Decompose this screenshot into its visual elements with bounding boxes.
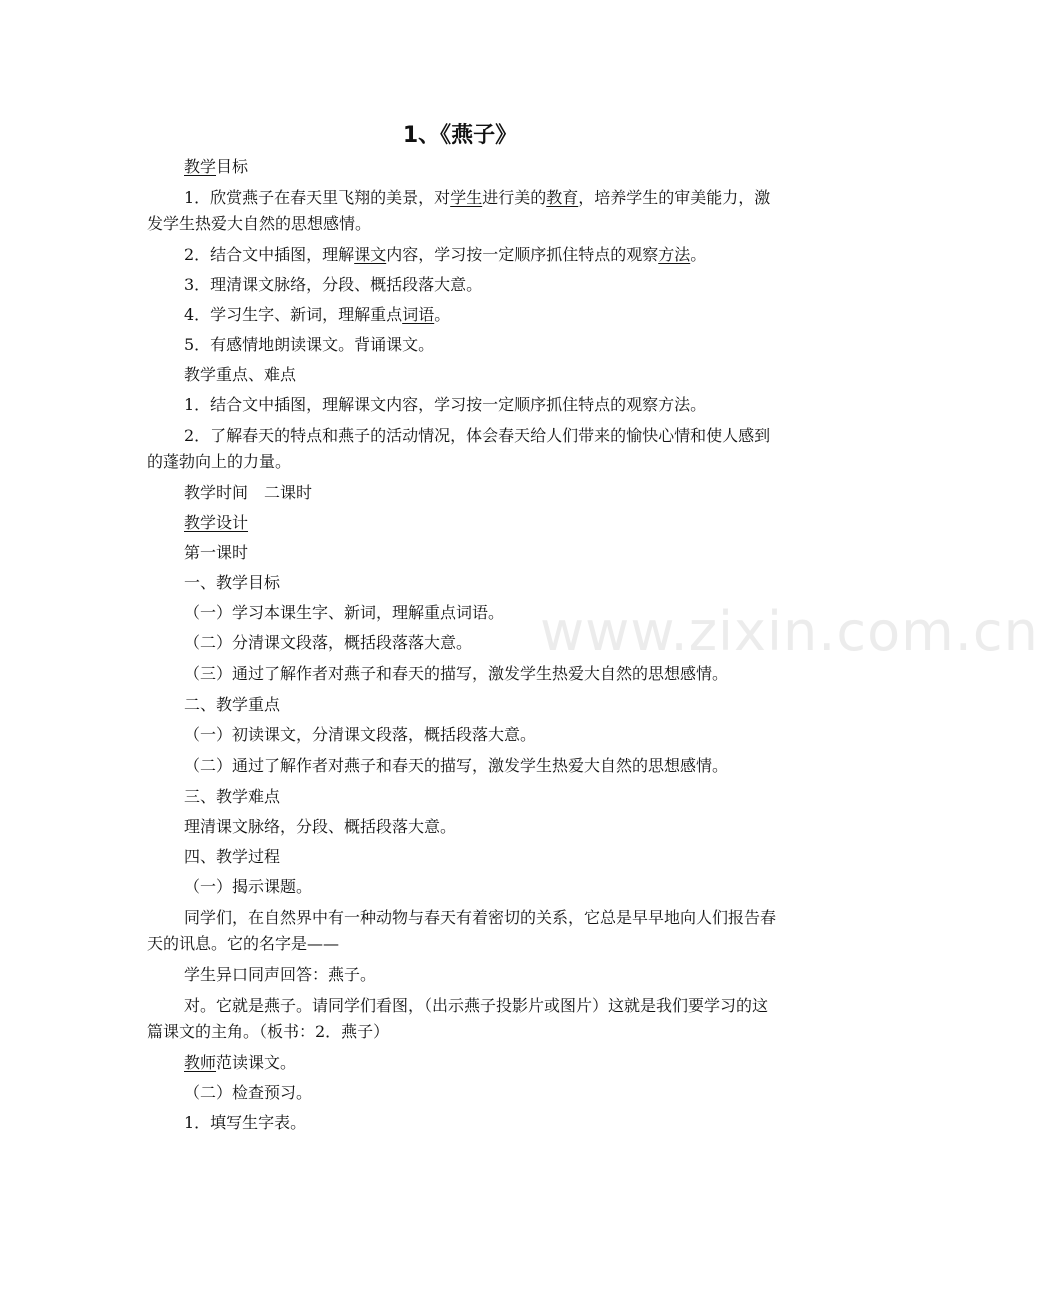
goal-4: 4．学习生字、新词，理解重点词语。	[184, 305, 451, 324]
teaching-time: 教学时间 二课时	[184, 483, 313, 502]
section-key-points: 二、教学重点	[184, 695, 281, 714]
underlined-term: 课文	[354, 245, 387, 264]
heading-teaching-design: 教学设计	[184, 513, 249, 532]
goal-2: 2．结合文中插图，理解课文内容，学习按一定顺序抓住特点的观察方法。	[184, 245, 707, 264]
watermark: www.zixin.com.cn	[540, 600, 1039, 663]
section-goal-b: （二）分清课文段落，概括段落落大意。	[184, 633, 473, 652]
process-step-2: （二）检查预习。	[184, 1083, 313, 1102]
section-key-a: （一）初读课文，分清课文段落，概括段落大意。	[184, 725, 537, 744]
section-goal-c: （三）通过了解作者对燕子和春天的描写，激发学生热爱大自然的思想感情。	[184, 664, 729, 683]
goal-5: 5．有感情地朗读课文。背诵课文。	[184, 335, 435, 354]
process-text-5: 1．填写生字表。	[184, 1113, 307, 1132]
section-process: 四、教学过程	[184, 847, 281, 866]
underlined-term: 教学	[184, 157, 217, 176]
process-text-4: 教师范读课文。	[184, 1053, 297, 1072]
difficulty-text: 理清课文脉络，分段、概括段落大意。	[184, 817, 457, 836]
underlined-term: 教师	[184, 1053, 217, 1072]
first-lesson: 第一课时	[184, 543, 249, 562]
process-step-1: （一）揭示课题。	[184, 877, 313, 896]
document-body	[147, 152, 777, 1138]
process-text-1: 同学们，在自然界中有一种动物与春天有着密切的关系，它总是早早地向人们报告春天的讯息。它的名字是——	[147, 908, 777, 953]
section-goal-a: （一）学习本课生字、新词，理解重点词语。	[184, 603, 505, 622]
heading-teaching-goals: 教学目标	[184, 157, 249, 176]
goal-1: 1．欣赏燕子在春天里飞翔的美景，对学生进行美的教育，培养学生的审美能力，激发学生热爱大自然的思想感情。	[147, 188, 771, 233]
goal-3: 3．理清课文脉络，分段、概括段落大意。	[184, 275, 483, 294]
process-text-3: 对。它就是燕子。请同学们看图，（出示燕子投影片或图片）这就是我们要学习的这篇课文的主角。（板书：2．燕子）	[147, 996, 769, 1041]
underlined-term: 方法	[658, 245, 691, 264]
key-point-2: 2．了解春天的特点和燕子的活动情况，体会春天给人们带来的愉快心情和使人感到的蓬勃向上的力量。	[147, 426, 771, 471]
section-difficulty: 三、教学难点	[184, 787, 281, 806]
heading-key-points: 教学重点、难点	[184, 365, 297, 384]
underlined-term: 学生	[450, 188, 483, 207]
process-text-2: 学生异口同声回答：燕子。	[184, 965, 377, 984]
key-point-1: 1．结合文中插图，理解课文内容，学习按一定顺序抓住特点的观察方法。	[184, 395, 707, 414]
section-goals: 一、教学目标	[184, 573, 281, 592]
document-title: 1、《燕子》	[402, 123, 518, 148]
underlined-term: 教育	[546, 188, 579, 207]
section-key-b: （二）通过了解作者对燕子和春天的描写，激发学生热爱大自然的思想感情。	[184, 756, 729, 775]
underlined-term: 词语	[402, 305, 435, 324]
